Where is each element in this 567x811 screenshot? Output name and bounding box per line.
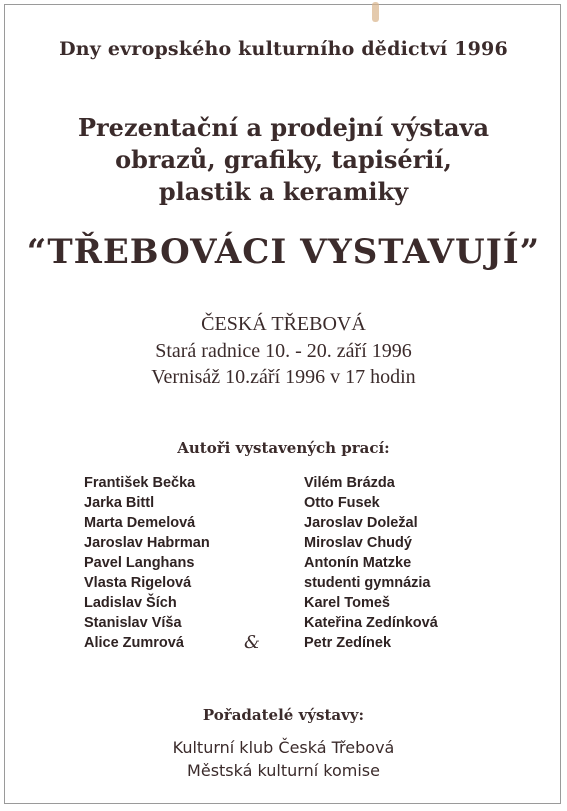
author-name: Otto Fusek bbox=[304, 495, 380, 511]
author-name: Pavel Langhans bbox=[84, 555, 195, 571]
author-name: Alice Zumrová bbox=[84, 635, 184, 651]
organizer-line-1: Kulturní klub Česká Třebová bbox=[172, 738, 395, 757]
exhibition-description-line-1: Prezentační a prodejní výstava bbox=[77, 113, 489, 142]
ampersand: & bbox=[244, 632, 261, 653]
event-opening: Vernisáž 10.září 1996 v 17 hodin bbox=[151, 366, 416, 388]
author-name: Miroslav Chudý bbox=[304, 535, 412, 551]
author-name: studenti gymnázia bbox=[304, 575, 431, 591]
author-name: Vlasta Rigelová bbox=[84, 575, 192, 591]
organizers-heading: Pořadatelé výstavy: bbox=[202, 706, 365, 724]
author-name: František Bečka bbox=[84, 475, 196, 491]
author-name: Ladislav Ších bbox=[84, 595, 177, 611]
author-name: Antonín Matzke bbox=[304, 555, 412, 571]
exhibition-description-line-2: obrazů, grafiky, tapisérií, bbox=[115, 145, 452, 174]
organizer-line-2: Městská kulturní komise bbox=[187, 761, 380, 780]
authors-list-right bbox=[304, 473, 438, 653]
paper-stain bbox=[372, 2, 379, 22]
exhibition-description-line-3: plastik a keramiky bbox=[158, 177, 409, 206]
author-name: Stanislav Víša bbox=[84, 615, 182, 631]
author-name: Karel Tomeš bbox=[304, 595, 390, 611]
event-city: ČESKÁ TŘEBOVÁ bbox=[201, 313, 366, 335]
authors-heading: Autoři vystavených prací: bbox=[177, 439, 390, 457]
exhibition-title: “TŘEBOVÁCI VYSTAVUJÍ” bbox=[26, 232, 541, 272]
author-name: Petr Zedínek bbox=[304, 635, 392, 651]
author-name: Jaroslav Doležal bbox=[304, 515, 418, 531]
author-name: Marta Demelová bbox=[84, 515, 196, 531]
author-name: Kateřina Zedínková bbox=[304, 615, 438, 631]
author-name: Vilém Brázda bbox=[304, 475, 395, 491]
event-venue-dates: Stará radnice 10. - 20. září 1996 bbox=[155, 340, 412, 362]
author-name: Jaroslav Habrman bbox=[84, 535, 210, 551]
author-name: Jarka Bittl bbox=[84, 495, 155, 511]
heritage-days-line: Dny evropského kulturního dědictví 1996 bbox=[59, 38, 508, 60]
authors-list-left bbox=[84, 473, 210, 653]
